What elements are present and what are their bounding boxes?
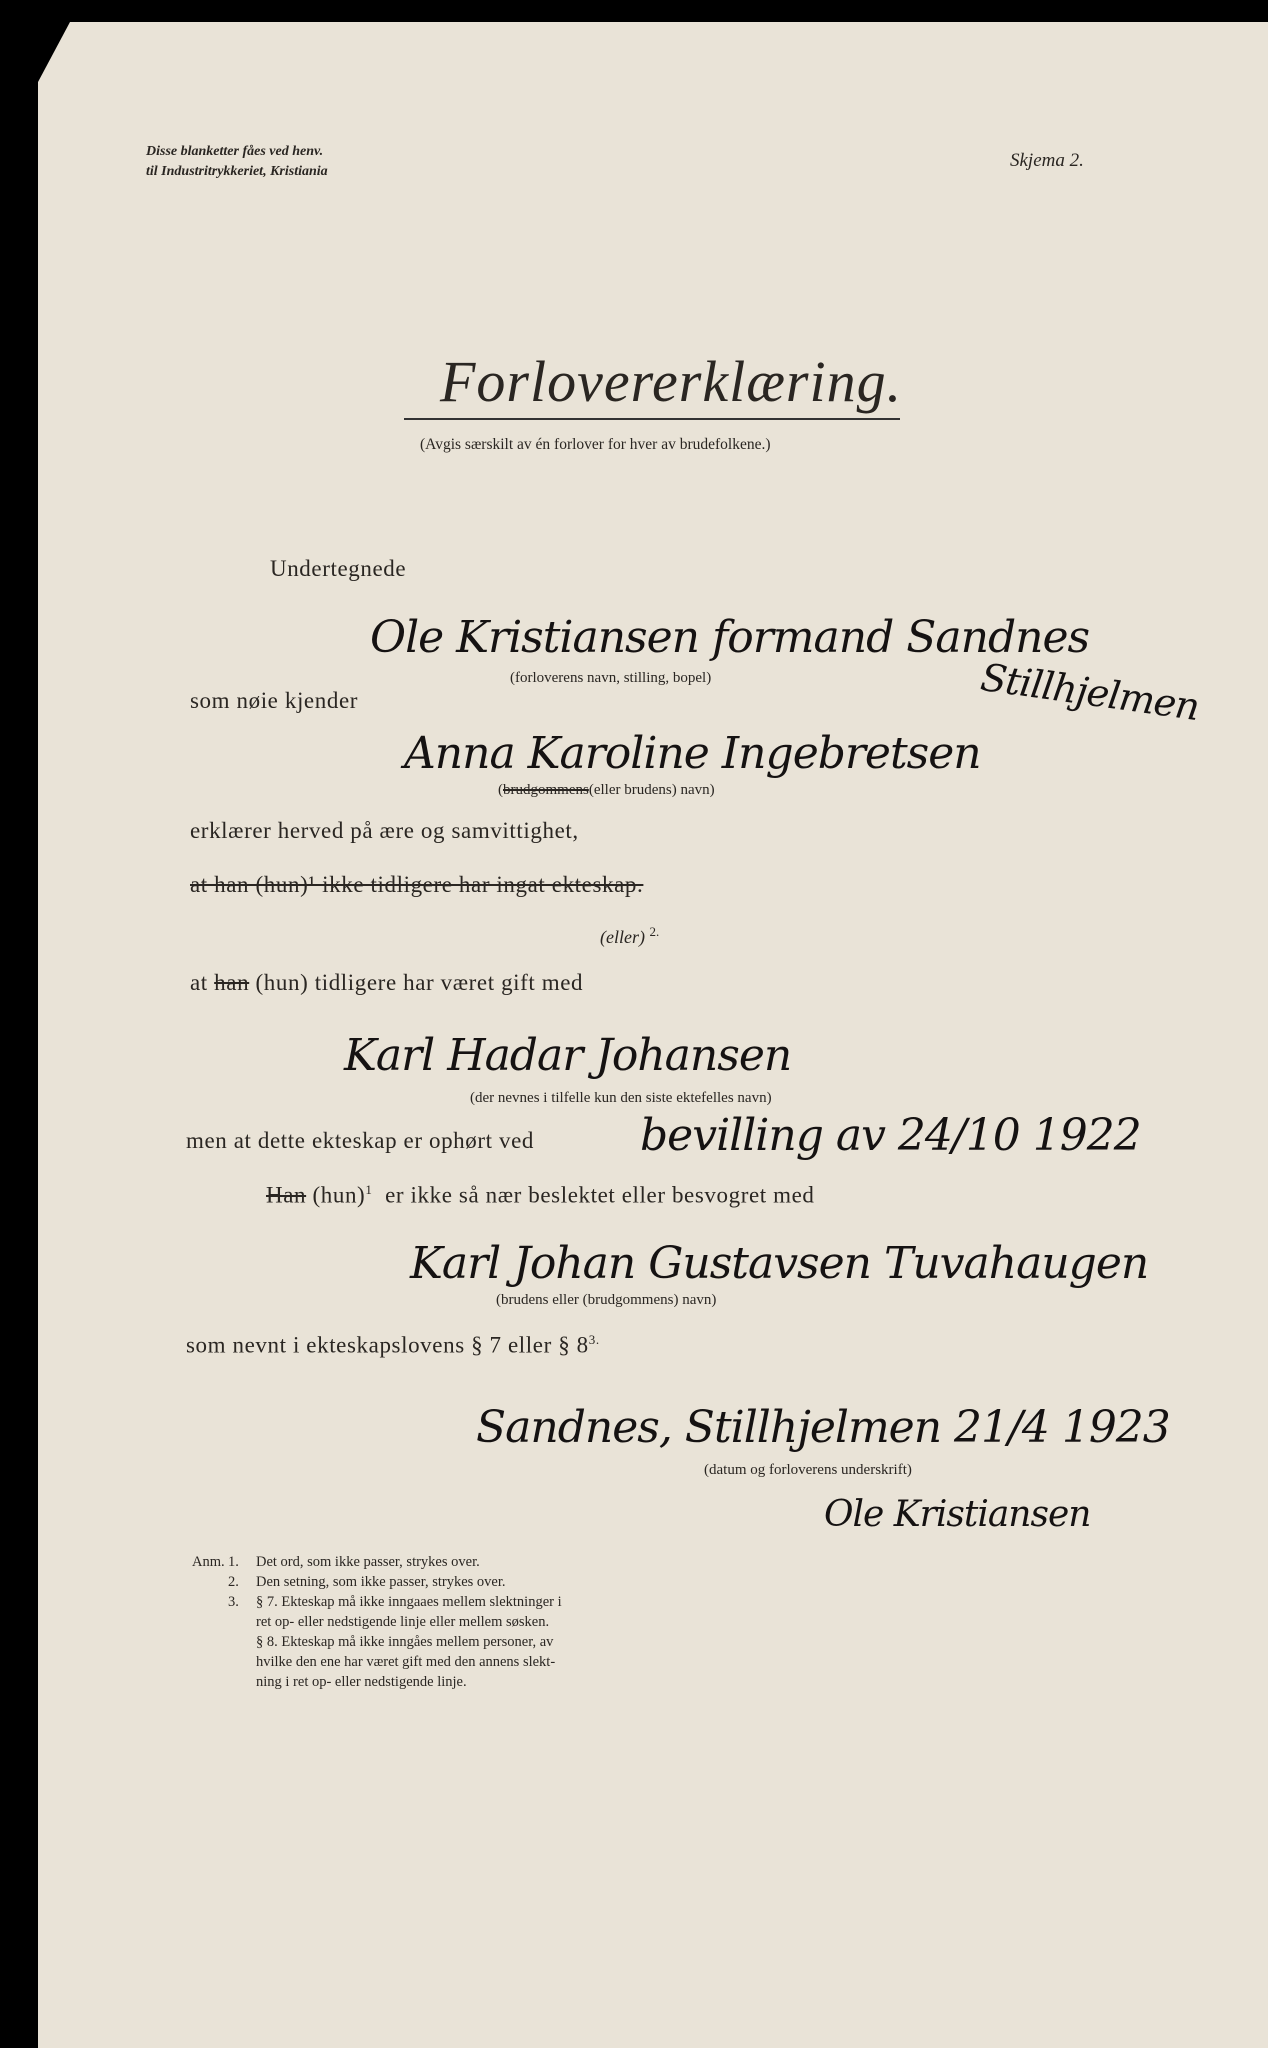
note-3-line-a: § 7. Ekteskap må ikke inngaaes mellem slektninger i [256,1594,562,1610]
page-subtitle: (Avgis særskilt av én forlover for hver av brudefolkene.) [420,436,771,453]
title-underline [404,418,900,420]
handwritten-signature: Ole Kristiansen [824,1494,1091,1535]
page-title: Forlovererklæring. [440,349,903,414]
text-erklaerer: erklærer herved på ære og samvittighet, [190,818,579,843]
handwritten-place-date: Sandnes, Stillhjelmen 21/4 1923 [476,1402,1170,1453]
header-left-line2: til Industritrykkeriet, Kristiania [146,164,328,179]
note-2-number: 2. [228,1574,239,1590]
text-som-nevnt: som nevnt i ekteskapslovens § 7 eller § $8^{3.}$ [186,1332,600,1358]
form-number: Skjema 2. [1010,150,1084,171]
text-eller: (eller) $^{2.}$ [600,924,660,947]
note-1-number: 1. [228,1554,239,1570]
caption-forlover: (forloverens navn, stilling, bopel) [510,670,712,686]
note-2: Den setning, som ikke passer, strykes over. [256,1574,506,1590]
struck-sentence: at han (hun)¹ ikke tidligere har ingat ekteskap. [190,872,644,897]
text-men-at: men at dette ekteskap er ophørt ved [186,1128,534,1153]
header-left-line1: Disse blanketter fåes ved henv. [146,144,324,159]
note-3-line-c: § 8. Ekteskap må ikke inngåes mellem personer, av [256,1634,554,1650]
note-3-line-d: hvilke den ene har været gift med den annens slekt- [256,1654,556,1670]
note-3-line-b: ret op- eller nedstigende linje eller mellem søsken. [256,1614,550,1630]
handwritten-forlover-name: Ole Kristiansen formand Sandnes [370,612,1090,663]
notes-label: Anm. [192,1554,225,1570]
label-undertegnede: Undertegnede [270,556,407,581]
caption-former-spouse: (der nevnes i tilfelle kun den siste ektefelles navn) [470,1090,772,1106]
note-1: Det ord, som ikke passer, strykes over. [256,1554,480,1570]
text-at-gift: at han (hun) tidligere har været gift med [190,970,584,995]
handwritten-ended-by: bevilling av 24/10 1922 [640,1110,1141,1161]
handwritten-bride-name: Anna Karoline Ingebretsen [404,728,981,779]
label-som-noie-kjender: som nøie kjender [190,688,359,713]
handwritten-forlover-place: Stillhjelmen [978,654,1202,730]
note-3-number: 3. [228,1594,239,1610]
handwritten-former-spouse: Karl Hadar Johansen [344,1030,792,1081]
note-3-line-e: ning i ret op- eller nedstigende linje. [256,1674,467,1690]
caption-date-signature: (datum og forloverens underskrift) [704,1462,912,1478]
handwritten-spouse-name: Karl Johan Gustavsen Tuvahaugen [410,1238,1149,1289]
text-han-beslektet: Han (hun)$^1$ er ikke så nær beslektet eller besvogret med [266,1182,815,1208]
caption-spouse: (brudens eller (brudgommens) navn) [496,1292,717,1308]
caption-bride: (brudgommens(eller brudens) navn) [498,782,715,798]
